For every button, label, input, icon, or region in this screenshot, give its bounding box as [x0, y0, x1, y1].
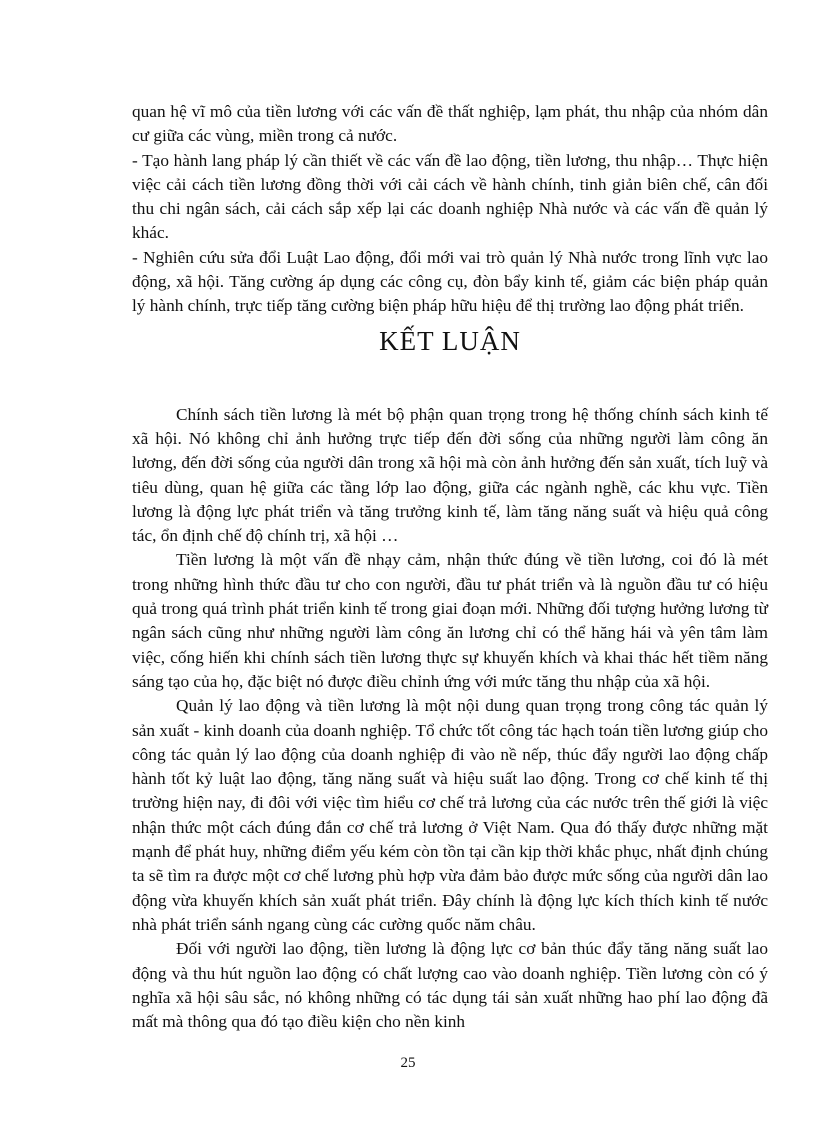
conclusion-paragraph-3: Quản lý lao động và tiền lương là một nội dung quan trọng trong công tác quản lý sản xuất - kinh doanh của doanh nghiệp. Tổ chức tốt công tác hạch toán tiền lương giúp cho công tác quản lý lao động của doanh nghiệp đi vào nề nếp, thúc đẩy người lao động chấp hành tốt kỷ luật lao động, tăng năng suất và hiệu suất lao động. Trong cơ chế kinh tế thị trường hiện nay, đi đôi với việc tìm hiểu cơ chế trả lương của các nước trên thế giới là việc nhận thức một cách đúng đắn cơ chế trả lương ở Việt Nam. Qua đó thấy được những mặt mạnh để phát huy, những điểm yếu kém còn tồn tại cần kịp thời khắc phục, nhất định chúng ta sẽ tìm ra được một cơ chế lương phù hợp vừa đảm bảo được mức sống của người dân lao động vừa khuyến khích sản xuất phát triển. Đây chính là động lực kích thích kinh tế nước nhà phát triển sánh ngang cùng các cường quốc năm châu.	[132, 696, 768, 934]
intro-paragraph-3: - Nghiên cứu sửa đổi Luật Lao động, đổi mới vai trò quản lý Nhà nước trong lĩnh vực lao động, xã hội. Tăng cường áp dụng các công cụ, đòn bẩy kinh tế, giảm các biện pháp quản lý hành chính, trực tiếp tăng cường biện pháp hữu hiệu để thị trường lao động phát triển.	[132, 247, 768, 316]
conclusion-paragraph-1: Chính sách tiền lương là mét bộ phận quan trọng trong hệ thống chính sách kinh tế xã hội. Nó không chỉ ảnh hưởng trực tiếp đến đời sống của những người làm công ăn lương, đến đời sống của người dân trong xã hội mà còn ảnh hưởng đến sản xuất, tích luỹ và tiêu dùng, quan hệ giữa các tầng lớp lao động, giữa các ngành nghề, các khu vực. Tiền lương là động lực phát triển và tăng trưởng kinh tế, làm tăng năng suất và hiệu quả công tác, ổn định chế độ chính trị, xã hội …	[132, 404, 768, 546]
section-heading: KẾT LUẬN	[379, 325, 521, 356]
document-page	[132, 100, 768, 1034]
intro-paragraph-2: - Tạo hành lang pháp lý cần thiết về các vấn đề lao động, tiền lương, thu nhập… Thực hiện việc cải cách tiền lương đồng thời với cải cách về hành chính, tinh giản biên chế, cân đối thu chi ngân sách, cải cách sắp xếp lại các doanh nghiệp Nhà nước và các vấn đề quản lý khác.	[132, 150, 768, 243]
intro-paragraph-1: quan hệ vĩ mô của tiền lương với các vấn đề thất nghiệp, lạm phát, thu nhập của nhóm dân cư giữa các vùng, miền trong cả nước.	[132, 102, 768, 146]
conclusion-paragraph-4: Đối với người lao động, tiền lương là động lực cơ bản thúc đẩy tăng năng suất lao động và thu hút nguồn lao động có chất lượng cao vào doanh nghiệp. Tiền lương còn có ý nghĩa xã hội sâu sắc, nó không những có tác dụng tái sản xuất những hao phí lao động đã mất mà thông qua đó tạo điều kiện cho nền kinh	[132, 939, 768, 1032]
conclusion-paragraph-2: Tiền lương là một vấn đề nhạy cảm, nhận thức đúng về tiền lương, coi đó là mét trong những hình thức đầu tư cho con người, đầu tư phát triển và là nguồn đầu tư có hiệu quả trong quá trình phát triển kinh tế trong giai đoạn mới. Những đối tượng hưởng lương từ ngân sách cũng như những người làm công ăn lương chỉ có thể hăng hái và yên tâm làm việc, cống hiến khi chính sách tiền lương thực sự khuyến khích và khai thác hết tiềm năng sáng tạo của họ, đặc biệt nó được điều chỉnh ứng với mức tăng thu nhập của xã hội.	[132, 550, 768, 691]
page-number: 25	[400, 1055, 416, 1071]
heading-spacer	[132, 359, 768, 403]
